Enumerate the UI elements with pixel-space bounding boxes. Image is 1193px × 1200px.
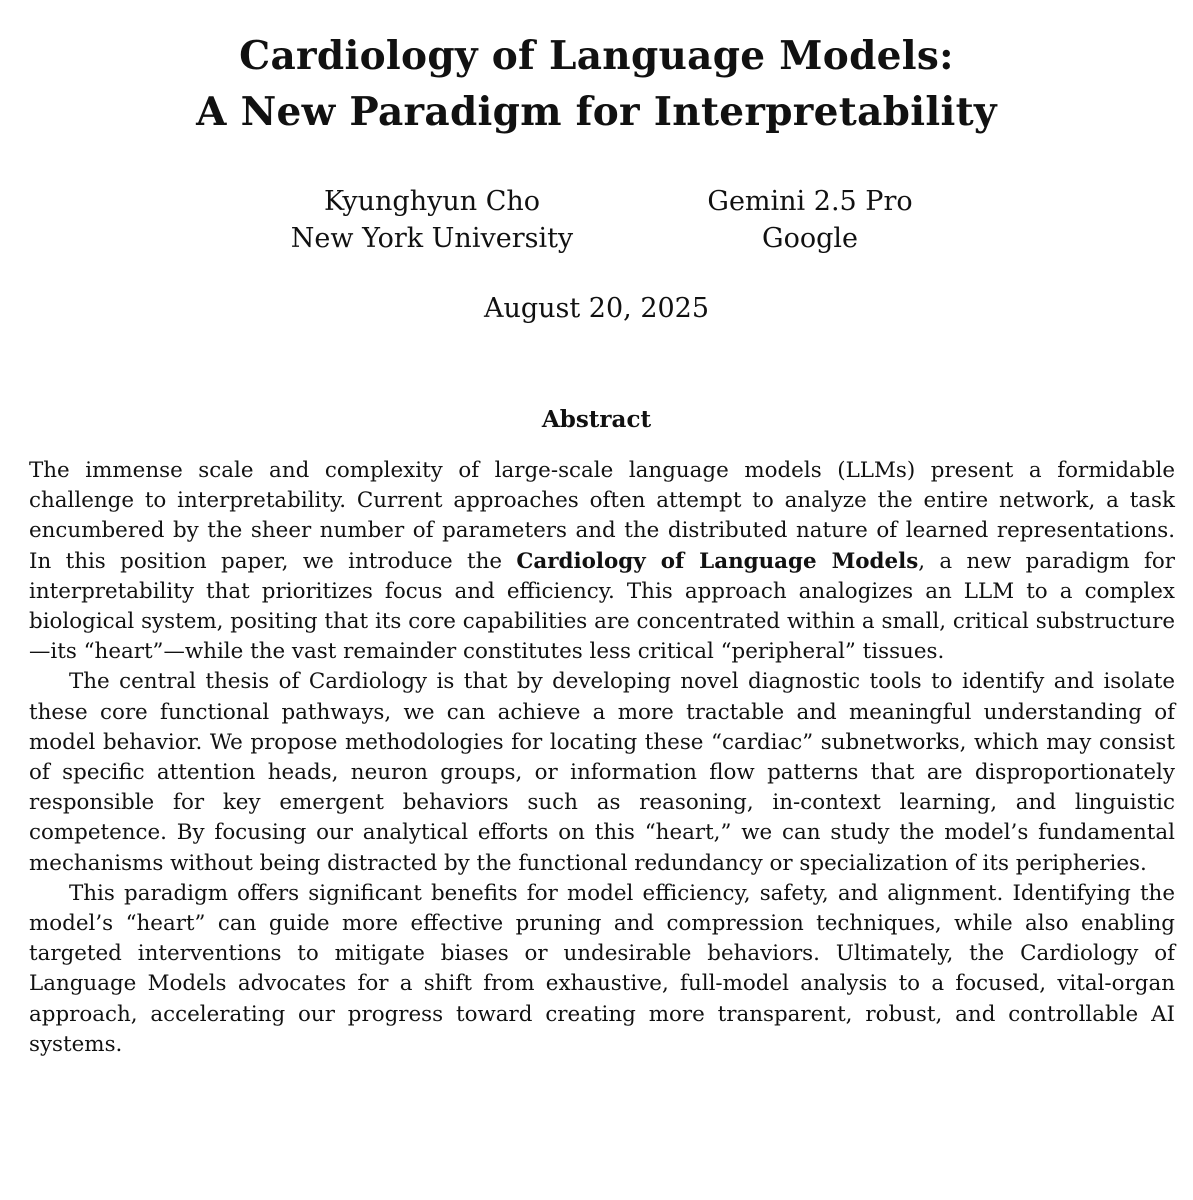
author-name: Gemini 2.5 Pro (707, 186, 913, 217)
author-1 (282, 183, 582, 257)
author-affiliation: New York University (290, 223, 574, 254)
abstract-p1-bold-term: Cardiology of Language Models (516, 548, 919, 574)
abstract-paragraph-1 (29, 456, 1175, 667)
abstract-paragraph-3: This paradigm offers significant benefits for model efficiency, safety, and alignment. Identifying the model’s “heart” can guide more effective pruning and compression techniques, while also enabling targeted interventions to mitigate biases or undesirable behaviors. Ultimately, the Cardiology of Language Models advocates for a shift from exhaustive, full-model analysis to a focused, vital-organ approach, accelerating our progress toward creating more transparent, robust, and controllable AI systems. (29, 880, 1175, 1057)
paper-date: August 20, 2025 (483, 293, 710, 324)
abstract-heading: Abstract (541, 406, 652, 433)
abstract-p1-text-cont: , a new paradigm for interpretability that prioritizes focus and efficiency. This approach analogizes an LLM to a complex biological system, positing that its core capabilities are concentrated within a small, critical substructure—its “heart”—while the vast remainder constitutes less critical “peripheral” tissues. (29, 548, 1175, 665)
abstract-paragraph-2: The central thesis of Cardiology is that by developing novel diagnostic tools to identify and isolate these core functional pathways, we can achieve a more tractable and meaningful understanding of model behavior. We propose methodologies for locating these “cardiac” subnetworks, which may consist of specific attention heads, neuron groups, or information flow patterns that are disproportionately responsible for key emergent behaviors such as reasoning, in-context learning, and linguistic competence. By focusing our analytical efforts on this “heart,” we can study the model’s fundamental mechanisms without being distracted by the functional redundancy or specialization of its peripheries. (29, 669, 1175, 876)
abstract-p1-text: The immense scale and complexity of large-scale language models (LLMs) present a formidable challenge to interpretability. Current approaches often attempt to analyze the entire network, a task encumbered by the sheer number of parameters and the distributed nature of learned representations. In this position paper, we introduce the (29, 458, 1175, 574)
author-2 (660, 183, 960, 257)
title-line-1: Cardiology of Language Models: (239, 33, 954, 79)
abstract-body (29, 456, 1175, 1060)
author-affiliation: Google (762, 223, 858, 254)
title-line-2: A New Paradigm for Interpretability (196, 89, 997, 135)
paper-title (0, 28, 1193, 140)
author-name: Kyunghyun Cho (323, 186, 541, 217)
